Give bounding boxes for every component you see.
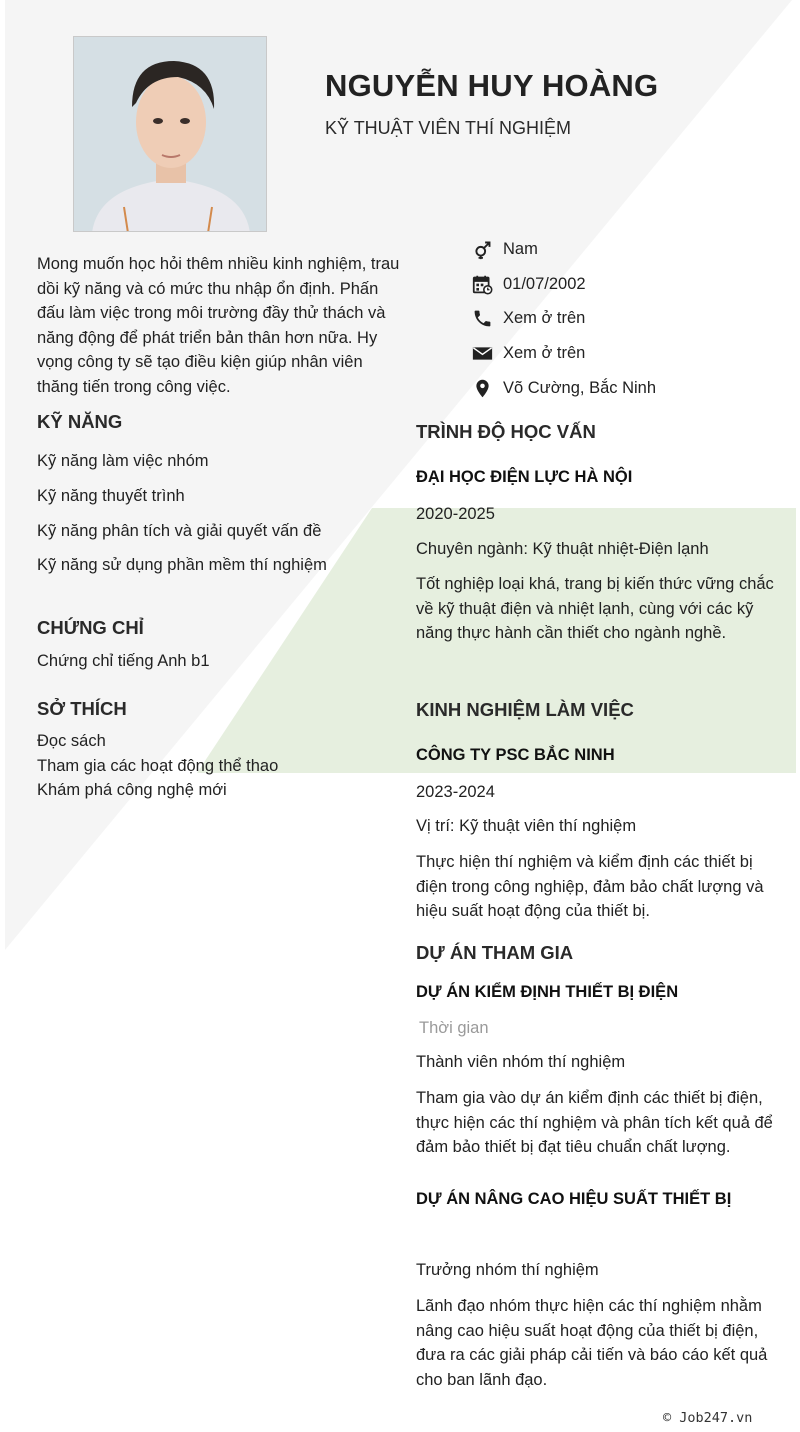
location-pin-icon [472, 378, 493, 399]
experience-company: CÔNG TY PSC BẮC NINH [416, 746, 615, 764]
education-school: ĐẠI HỌC ĐIỆN LỰC HÀ NỘI [416, 468, 633, 486]
experience-description: Thực hiện thí nghiệm và kiểm định các thiết bị điện trong công nghiệp, đảm bảo chất lượng và hiệu suất hoạt động của thiết bị. [416, 853, 764, 921]
project-role: Trưởng nhóm thí nghiệm [416, 1261, 599, 1279]
phone-icon [472, 308, 493, 329]
contact-gender [472, 232, 792, 267]
hobby-item: Khám phá công nghệ mới [37, 781, 227, 799]
hobbies-title: SỞ THÍCH [37, 698, 127, 719]
experience-period: 2023-2024 [416, 783, 495, 801]
project-time: Thời gian [419, 1019, 489, 1037]
certificates-title: CHỨNG CHỈ [37, 617, 144, 638]
calendar-icon [472, 274, 493, 295]
contact-info [472, 232, 792, 406]
education-period: 2020-2025 [416, 505, 495, 523]
address-value: Võ Cường, Bắc Ninh [503, 379, 657, 398]
contact-phone [472, 302, 792, 337]
hobby-item: Tham gia các hoạt động thể thao [37, 757, 279, 775]
birthday-value: 01/07/2002 [503, 274, 586, 293]
phone-value: Xem ở trên [503, 309, 586, 328]
skill-item: Kỹ năng sử dụng phần mềm thí nghiệm [37, 556, 327, 574]
profile-photo [73, 36, 267, 232]
contact-email [472, 336, 792, 371]
project-role: Thành viên nhóm thí nghiệm [416, 1053, 626, 1071]
skill-item: Kỹ năng thuyết trình [37, 487, 185, 505]
education-major: Chuyên ngành: Kỹ thuật nhiệt-Điện lạnh [416, 540, 709, 558]
experience-title: KINH NGHIỆM LÀM VIỆC [416, 699, 634, 720]
project-name: DỰ ÁN NÂNG CAO HIỆU SUẤT THIẾT BỊ [416, 1190, 732, 1208]
email-value: Xem ở trên [503, 344, 586, 363]
contact-address [472, 371, 792, 406]
project-name: DỰ ÁN KIỂM ĐỊNH THIẾT BỊ ĐIỆN [416, 983, 679, 1001]
candidate-name: NGUYỄN HUY HOÀNG [325, 68, 659, 103]
certificate-item: Chứng chỉ tiếng Anh b1 [37, 652, 210, 670]
job-title: KỸ THUẬT VIÊN THÍ NGHIỆM [325, 118, 572, 138]
skills-title: KỸ NĂNG [37, 411, 123, 432]
copyright-footer: © Job247.vn [663, 1410, 753, 1426]
gender-value: Nam [503, 239, 538, 258]
education-description: Tốt nghiệp loại khá, trang bị kiến thức vững chắc về kỹ thuật điện và nhiệt lạnh, cùng với các kỹ năng thực hành cần thiết cho ngành nghề. [416, 575, 774, 643]
career-objective: Mong muốn học hỏi thêm nhiều kinh nghiệm, trau dồi kỹ năng và có mức thu nhập ổn định. Phấn đấu làm việc trong môi trường đầy thử thách và năng động để phát triển bản thân hơn nữa. Hy vọng công ty sẽ tạo điều kiện giúp nhân viên thăng tiến trong công việc. [37, 255, 400, 396]
experience-position: Vị trí: Kỹ thuật viên thí nghiệm [416, 817, 637, 835]
project-description: Tham gia vào dự án kiểm định các thiết bị điện, thực hiện các thí nghiệm và phân tích kết quả để đảm bảo thiết bị đạt tiêu chuẩn chất lượng. [416, 1089, 773, 1157]
project-description: Lãnh đạo nhóm thực hiện các thí nghiệm nhằm nâng cao hiệu suất hoạt động của thiết bị điện, đưa ra các giải pháp cải tiến và báo cáo kết quả cho ban lãnh đạo. [416, 1297, 768, 1389]
gender-icon [472, 239, 493, 260]
email-icon [472, 343, 493, 364]
skill-item: Kỹ năng làm việc nhóm [37, 452, 209, 470]
education-title: TRÌNH ĐỘ HỌC VẤN [416, 421, 596, 442]
projects-title: DỰ ÁN THAM GIA [416, 942, 574, 963]
skill-item: Kỹ năng phân tích và giải quyết vấn đề [37, 522, 322, 540]
contact-birthday [472, 267, 792, 302]
hobby-item: Đọc sách [37, 732, 106, 750]
